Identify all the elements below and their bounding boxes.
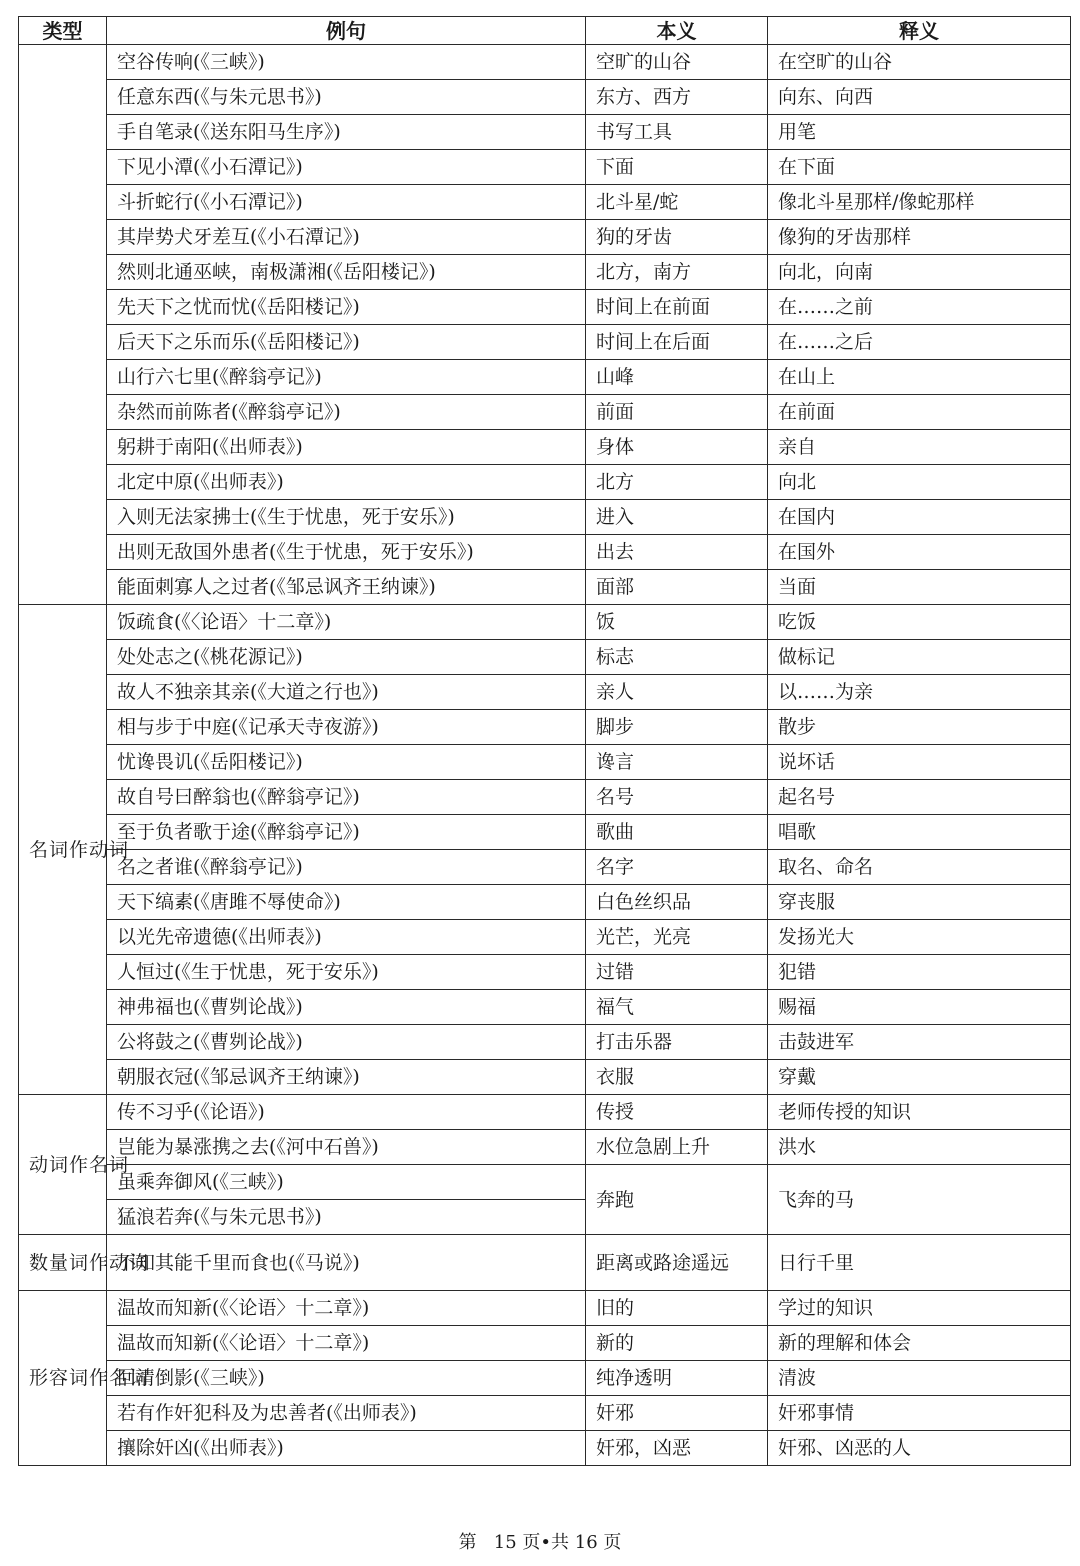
example-cell: 忧谗畏讥(《岳阳楼记》) — [107, 745, 586, 780]
vocabulary-table — [18, 16, 1071, 1466]
table-row — [19, 850, 1071, 885]
header-example: 例句 — [107, 17, 586, 45]
example-cell: 故人不独亲其亲(《大道之行也》) — [107, 675, 586, 710]
interpretation-cell: 在前面 — [768, 395, 1071, 430]
footer-suffix: 页 — [603, 1532, 622, 1553]
table-row — [19, 710, 1071, 745]
example-cell: 杂然而前陈者(《醉翁亭记》) — [107, 395, 586, 430]
original-meaning-cell: 奸邪 — [586, 1396, 768, 1431]
interpretation-cell: 做标记 — [768, 640, 1071, 675]
example-cell: 下见小潭(《小石潭记》) — [107, 150, 586, 185]
example-cell: 入则无法家拂士(《生于忧患，死于安乐》) — [107, 500, 586, 535]
table-row — [19, 885, 1071, 920]
example-cell: 能面刺寡人之过者(《邹忌讽齐王纳谏》) — [107, 570, 586, 605]
example-cell: 故自号曰醉翁也(《醉翁亭记》) — [107, 780, 586, 815]
example-cell: 饭疏食(《〈论语〉十二章》) — [107, 605, 586, 640]
table-row — [19, 115, 1071, 150]
interpretation-cell: 用笔 — [768, 115, 1071, 150]
interpretation-cell: 像狗的牙齿那样 — [768, 220, 1071, 255]
table-row — [19, 675, 1071, 710]
table-row — [19, 220, 1071, 255]
table-row — [19, 745, 1071, 780]
table-row — [19, 1130, 1071, 1165]
table-row — [19, 150, 1071, 185]
example-cell: 若有作奸犯科及为忠善者(《出师表》) — [107, 1396, 586, 1431]
original-meaning-cell: 面部 — [586, 570, 768, 605]
original-meaning-cell: 打击乐器 — [586, 1025, 768, 1060]
footer-page-number: 15 — [493, 1532, 517, 1553]
example-cell: 然则北通巫峡，南极潇湘(《岳阳楼记》) — [107, 255, 586, 290]
table-row — [19, 500, 1071, 535]
interpretation-cell: 穿戴 — [768, 1060, 1071, 1095]
interpretation-cell: 清波 — [768, 1361, 1071, 1396]
example-cell: 人恒过(《生于忧患，死于安乐》) — [107, 955, 586, 990]
table-row — [19, 395, 1071, 430]
interpretation-cell: 以……为亲 — [768, 675, 1071, 710]
example-cell: 朝服衣冠(《邹忌讽齐王纳谏》) — [107, 1060, 586, 1095]
original-meaning-cell: 谗言 — [586, 745, 768, 780]
interpretation-cell: 在下面 — [768, 150, 1071, 185]
interpretation-cell: 向东、向西 — [768, 80, 1071, 115]
original-meaning-cell: 进入 — [586, 500, 768, 535]
example-cell: 温故而知新(《〈论语〉十二章》) — [107, 1326, 586, 1361]
original-meaning-cell: 传授 — [586, 1095, 768, 1130]
example-cell: 公将鼓之(《曹刿论战》) — [107, 1025, 586, 1060]
example-cell: 出则无敌国外患者(《生于忧患，死于安乐》) — [107, 535, 586, 570]
original-meaning-cell: 东方、西方 — [586, 80, 768, 115]
interpretation-cell: 向北，向南 — [768, 255, 1071, 290]
table-row — [19, 780, 1071, 815]
footer-prefix: 第 — [458, 1532, 477, 1553]
interpretation-cell: 赐福 — [768, 990, 1071, 1025]
example-cell: 名之者谁(《醉翁亭记》) — [107, 850, 586, 885]
table-row — [19, 570, 1071, 605]
footer-total-pages: 16 — [574, 1532, 598, 1553]
original-meaning-cell: 空旷的山谷 — [586, 45, 768, 80]
interpretation-cell: 犯错 — [768, 955, 1071, 990]
original-meaning-cell: 出去 — [586, 535, 768, 570]
original-meaning-cell: 歌曲 — [586, 815, 768, 850]
interpretation-cell: 击鼓进军 — [768, 1025, 1071, 1060]
example-cell: 传不习乎(《论语》) — [107, 1095, 586, 1130]
table-row — [19, 430, 1071, 465]
example-cell: 任意东西(《与朱元思书》) — [107, 80, 586, 115]
interpretation-cell: 发扬光大 — [768, 920, 1071, 955]
table-row — [19, 955, 1071, 990]
table-row — [19, 990, 1071, 1025]
example-cell: 躬耕于南阳(《出师表》) — [107, 430, 586, 465]
original-meaning-cell: 新的 — [586, 1326, 768, 1361]
interpretation-cell: 洪水 — [768, 1130, 1071, 1165]
original-meaning-cell: 光芒，光亮 — [586, 920, 768, 955]
example-cell: 处处志之(《桃花源记》) — [107, 640, 586, 675]
table-row — [19, 640, 1071, 675]
original-meaning-cell: 前面 — [586, 395, 768, 430]
original-meaning-cell: 过错 — [586, 955, 768, 990]
example-cell: 天下缟素(《唐雎不辱使命》) — [107, 885, 586, 920]
original-meaning-cell: 山峰 — [586, 360, 768, 395]
original-meaning-cell: 北方，南方 — [586, 255, 768, 290]
example-cell: 神弗福也(《曹刿论战》) — [107, 990, 586, 1025]
page-footer — [0, 1528, 1080, 1554]
original-meaning-cell: 奸邪，凶恶 — [586, 1431, 768, 1466]
interpretation-cell: 像北斗星那样/像蛇那样 — [768, 185, 1071, 220]
table-row — [19, 920, 1071, 955]
original-meaning-cell: 书写工具 — [586, 115, 768, 150]
example-cell: 回清倒影(《三峡》) — [107, 1361, 586, 1396]
table-body — [19, 45, 1071, 1466]
interpretation-cell: 说坏话 — [768, 745, 1071, 780]
category-cell: 数量词作动词 — [19, 1235, 107, 1291]
original-meaning-cell: 标志 — [586, 640, 768, 675]
example-cell: 空谷传响(《三峡》) — [107, 45, 586, 80]
interpretation-cell: 吃饭 — [768, 605, 1071, 640]
category-cell: 形容词作名词 — [19, 1291, 107, 1466]
example-cell: 温故而知新(《〈论语〉十二章》) — [107, 1291, 586, 1326]
table-row — [19, 1396, 1071, 1431]
original-meaning-cell: 脚步 — [586, 710, 768, 745]
table-row — [19, 325, 1071, 360]
original-meaning-cell: 水位急剧上升 — [586, 1130, 768, 1165]
original-meaning-cell: 北方 — [586, 465, 768, 500]
header-type: 类型 — [19, 17, 107, 45]
interpretation-cell: 在国内 — [768, 500, 1071, 535]
category-cell — [19, 45, 107, 605]
original-meaning-cell: 奔跑 — [586, 1165, 768, 1235]
interpretation-cell: 日行千里 — [768, 1235, 1071, 1291]
table-row — [19, 815, 1071, 850]
interpretation-cell: 飞奔的马 — [768, 1165, 1071, 1235]
original-meaning-cell: 福气 — [586, 990, 768, 1025]
table-row — [19, 290, 1071, 325]
table-row — [19, 1060, 1071, 1095]
example-cell: 先天下之忧而忧(《岳阳楼记》) — [107, 290, 586, 325]
original-meaning-cell: 狗的牙齿 — [586, 220, 768, 255]
interpretation-cell: 老师传授的知识 — [768, 1095, 1071, 1130]
example-cell: 猛浪若奔(《与朱元思书》) — [107, 1200, 586, 1235]
original-meaning-cell: 亲人 — [586, 675, 768, 710]
table-row — [19, 1361, 1071, 1396]
example-cell: 斗折蛇行(《小石潭记》) — [107, 185, 586, 220]
example-cell: 岂能为暴涨携之去(《河中石兽》) — [107, 1130, 586, 1165]
footer-middle: 页•共 — [522, 1532, 570, 1553]
table-row — [19, 605, 1071, 640]
example-cell: 不知其能千里而食也(《马说》) — [107, 1235, 586, 1291]
example-cell: 后天下之乐而乐(《岳阳楼记》) — [107, 325, 586, 360]
original-meaning-cell: 纯净透明 — [586, 1361, 768, 1396]
interpretation-cell: 穿丧服 — [768, 885, 1071, 920]
original-meaning-cell: 下面 — [586, 150, 768, 185]
example-cell: 手自笔录(《送东阳马生序》) — [107, 115, 586, 150]
original-meaning-cell: 名字 — [586, 850, 768, 885]
original-meaning-cell: 身体 — [586, 430, 768, 465]
table-row — [19, 1431, 1071, 1466]
table-row — [19, 1326, 1071, 1361]
interpretation-cell: 当面 — [768, 570, 1071, 605]
header-meaning: 释义 — [768, 17, 1071, 45]
interpretation-cell: 在……之前 — [768, 290, 1071, 325]
example-cell: 至于负者歌于途(《醉翁亭记》) — [107, 815, 586, 850]
interpretation-cell: 在空旷的山谷 — [768, 45, 1071, 80]
interpretation-cell: 散步 — [768, 710, 1071, 745]
interpretation-cell: 学过的知识 — [768, 1291, 1071, 1326]
interpretation-cell: 奸邪事情 — [768, 1396, 1071, 1431]
example-cell: 相与步于中庭(《记承天寺夜游》) — [107, 710, 586, 745]
interpretation-cell: 在国外 — [768, 535, 1071, 570]
original-meaning-cell: 时间上在前面 — [586, 290, 768, 325]
table-row — [19, 1235, 1071, 1291]
original-meaning-cell: 距离或路途遥远 — [586, 1235, 768, 1291]
header-original: 本义 — [586, 17, 768, 45]
table-row — [19, 360, 1071, 395]
table-row — [19, 45, 1071, 80]
example-cell: 以光先帝遗德(《出师表》) — [107, 920, 586, 955]
original-meaning-cell: 名号 — [586, 780, 768, 815]
table-row — [19, 1165, 1071, 1200]
example-cell: 北定中原(《出师表》) — [107, 465, 586, 500]
interpretation-cell: 起名号 — [768, 780, 1071, 815]
table-row — [19, 1025, 1071, 1060]
example-cell: 虽乘奔御风(《三峡》) — [107, 1165, 586, 1200]
original-meaning-cell: 饭 — [586, 605, 768, 640]
table-row — [19, 465, 1071, 500]
interpretation-cell: 在山上 — [768, 360, 1071, 395]
header-row — [19, 17, 1071, 45]
interpretation-cell: 亲自 — [768, 430, 1071, 465]
category-cell: 动词作名词 — [19, 1095, 107, 1235]
example-cell: 攘除奸凶(《出师表》) — [107, 1431, 586, 1466]
table-row — [19, 185, 1071, 220]
interpretation-cell: 在……之后 — [768, 325, 1071, 360]
interpretation-cell: 奸邪、凶恶的人 — [768, 1431, 1071, 1466]
original-meaning-cell: 北斗星/蛇 — [586, 185, 768, 220]
interpretation-cell: 向北 — [768, 465, 1071, 500]
original-meaning-cell: 白色丝织品 — [586, 885, 768, 920]
original-meaning-cell: 时间上在后面 — [586, 325, 768, 360]
original-meaning-cell: 衣服 — [586, 1060, 768, 1095]
table-row — [19, 1095, 1071, 1130]
table-row — [19, 1291, 1071, 1326]
table-row — [19, 80, 1071, 115]
table-row — [19, 255, 1071, 290]
interpretation-cell: 新的理解和体会 — [768, 1326, 1071, 1361]
interpretation-cell: 唱歌 — [768, 815, 1071, 850]
example-cell: 其岸势犬牙差互(《小石潭记》) — [107, 220, 586, 255]
original-meaning-cell: 旧的 — [586, 1291, 768, 1326]
table-row — [19, 535, 1071, 570]
example-cell: 山行六七里(《醉翁亭记》) — [107, 360, 586, 395]
category-cell: 名词作动词 — [19, 605, 107, 1095]
interpretation-cell: 取名、命名 — [768, 850, 1071, 885]
